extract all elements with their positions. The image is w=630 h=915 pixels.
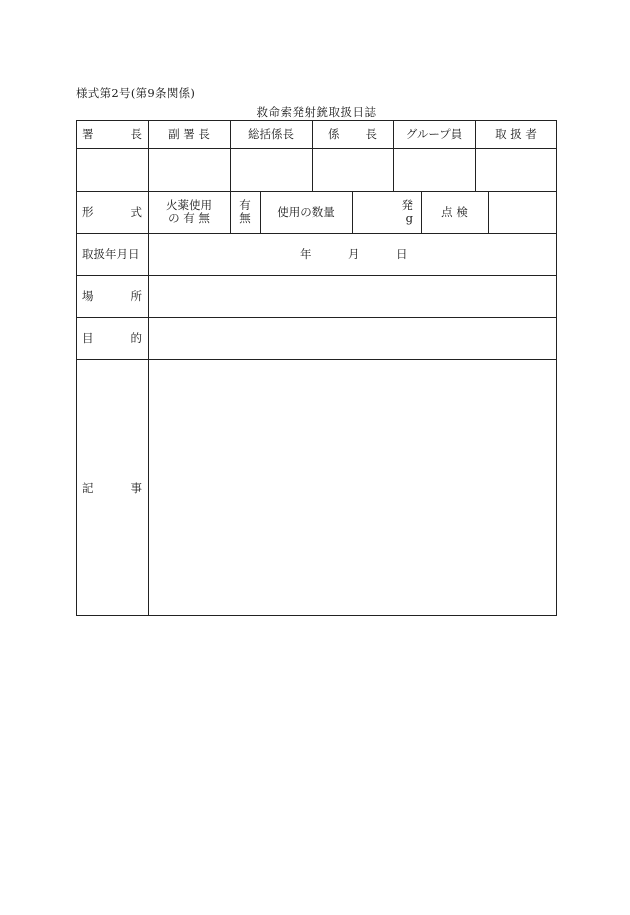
date-day-suffix: 日: [396, 247, 408, 261]
gunpowder-use-label: [148, 191, 230, 233]
handling-date-field[interactable]: [148, 233, 557, 275]
model-label: [76, 191, 148, 233]
place-label-char: 場: [82, 289, 94, 303]
purpose-label: [76, 317, 148, 359]
place-field[interactable]: [148, 275, 557, 317]
presence-option-no[interactable]: 無: [239, 211, 251, 225]
header-handler: 取 扱 者: [495, 127, 537, 141]
usage-quantity-label: 使用の数量: [277, 205, 335, 219]
header-chief-char: 長: [130, 127, 142, 141]
presence-choice[interactable]: [230, 191, 260, 233]
seal-box-deputy-chief[interactable]: [148, 148, 230, 191]
unit-rounds: 発: [401, 198, 413, 212]
notes-label: [76, 359, 148, 616]
header-deputy-chief: 副 署 長: [168, 127, 210, 141]
purpose-label-char: 的: [130, 331, 142, 345]
header-section-chief-char: 係: [328, 127, 340, 141]
header-section-chief: [312, 120, 393, 148]
header-group-member: グループ員: [405, 127, 463, 141]
unit-grams: g: [405, 211, 413, 225]
purpose-field[interactable]: [148, 317, 557, 359]
place-label-char: 所: [130, 289, 142, 303]
seal-box-section-chief[interactable]: [312, 148, 393, 191]
header-general-section-chief: 総括係長: [248, 127, 294, 141]
seal-box-general-section-chief[interactable]: [230, 148, 312, 191]
form-title: 救命索発射銃取扱日誌: [256, 105, 377, 119]
header-chief: [76, 120, 148, 148]
form-number-label: 様式第2号(第9条関係): [76, 86, 196, 100]
presence-option-yes[interactable]: 有: [239, 198, 251, 212]
gunpowder-use-line: 火薬使用: [166, 198, 212, 212]
date-year-suffix: 年: [300, 247, 312, 261]
notes-field[interactable]: [148, 359, 557, 616]
gunpowder-use-line: の 有 無: [168, 211, 210, 225]
model-label-char: 形: [82, 205, 94, 219]
notes-label-char: 記: [82, 480, 94, 495]
date-month-suffix: 月: [348, 247, 360, 261]
inspection-field[interactable]: [488, 191, 557, 233]
purpose-label-char: 目: [82, 331, 94, 345]
seal-box-group-member[interactable]: [393, 148, 475, 191]
header-section-chief-char: 長: [365, 127, 377, 141]
usage-quantity-field[interactable]: [352, 191, 421, 233]
seal-box-chief[interactable]: [76, 148, 148, 191]
model-label-char: 式: [130, 205, 142, 219]
place-label: [76, 275, 148, 317]
seal-box-handler[interactable]: [475, 148, 557, 191]
handling-date-label: 取扱年月日: [82, 247, 140, 261]
inspection-label: 点 検: [441, 205, 468, 219]
header-chief-char: 署: [82, 127, 94, 141]
notes-label-char: 事: [130, 480, 142, 495]
